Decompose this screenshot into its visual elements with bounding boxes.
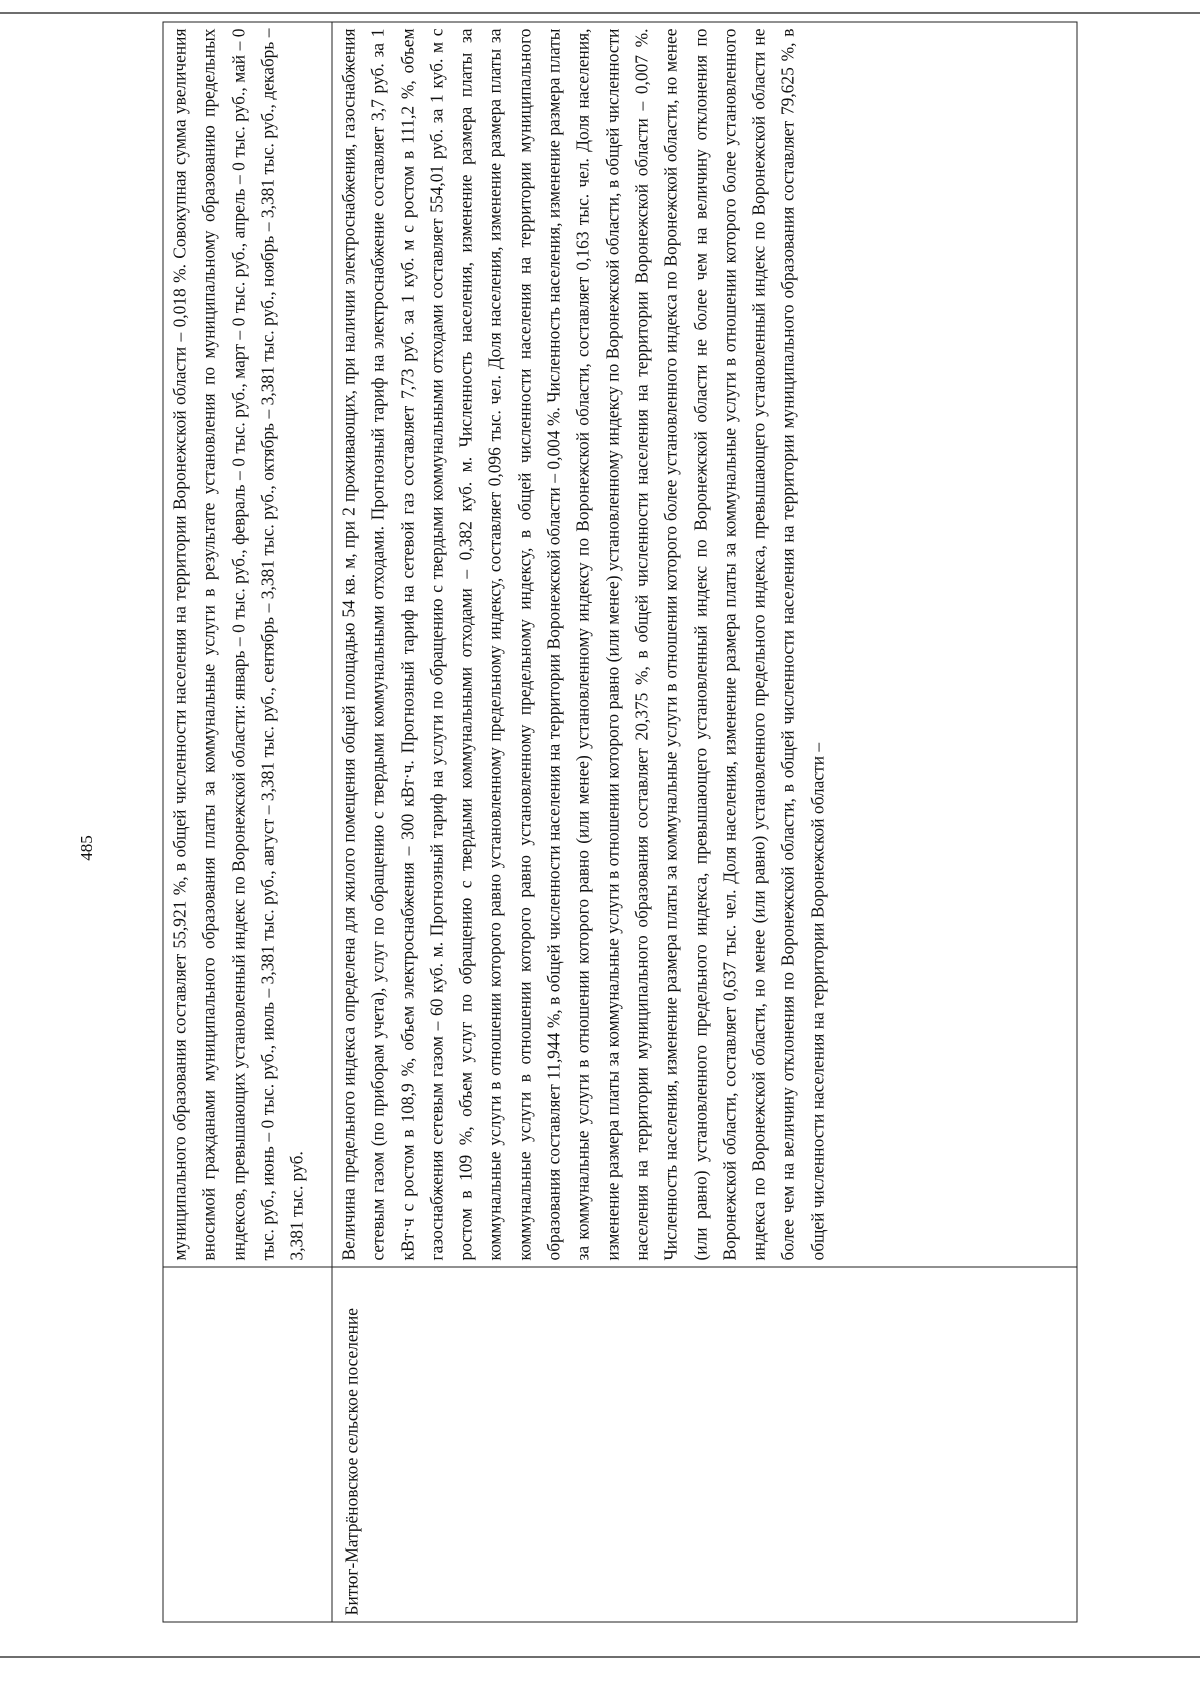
description-cell: муниципального образования составляет 55,921 %, в общей численности населения на территории Воронежской области – 0,018 %. Совокупная сумма увеличения вносимой гражданами муниципального образования платы за коммунальные услуги в результате установления по муниципальному образованию предельных индексов, превышающих установленный индекс по Воронежской области: январь – 0 тыс. руб., февраль – 0 тыс. руб., март – 0 тыс. руб., апрель – 0 тыс. руб., май – 0 тыс. руб., июнь – 0 тыс. руб., июль – 3,381 тыс. руб., август – 3,381 тыс. руб., сентябрь – 3,381 тыс. руб., октябрь – 3,381 тыс. руб., ноябрь – 3,381 тыс. руб., декабрь – 3,381 тыс. руб. xyxy=(163,22,332,1267)
rotated-table-container xyxy=(163,22,1078,1622)
table-row xyxy=(163,22,332,1622)
page-number-text: 485 xyxy=(77,835,96,861)
settlement-name-cell xyxy=(163,1267,332,1622)
page-number xyxy=(72,828,102,868)
scan-edge-line-top xyxy=(0,12,1200,14)
scan-edge-line-bottom xyxy=(0,1656,1200,1658)
data-table xyxy=(163,21,1078,1622)
description-cell: Величина предельного индекса определена для жилого помещения общей площадью 54 кв. м, при 2 проживающих, при наличии электроснабжения, газоснабжения сетевым газом (по приборам учета), услуг по обращению с твердыми коммунальными отходами. Прогнозный тариф на электроснабжение составляет 3,7 руб. за 1 кВт·ч с ростом в 108,9 %, объем электроснабжения – 300 кВт·ч. Прогнозный тариф на сетевой газ составляет 7,73 руб. за 1 куб. м с ростом в 111,2 %, объем газоснабжения сетевым газом – 60 куб. м. Прогнозный тариф на услуги по обращению с твердыми коммунальными отходами составляет 554,01 руб. за 1 куб. м с ростом в 109 %, объем услуг по обращению с твердыми коммунальными отходами – 0,382 куб. м. Численность населения, изменение размера платы за коммунальные услуги в отношении которого равно установленному предельному индексу, составляет 0,096 тыс. чел. Доля населения, изменение размера платы за коммунальные услуги в отношении которого равно установленному предельному индексу, в общей численности населения на территории муниципального образования составляет 11,944 %, в общей численности населения на территории Воронежской области – 0,004 %. Численность населения, изменение размера платы за коммунальные услуги в отношении которого равно (или менее) установленному индексу по Воронежской области, составляет 0,163 тыс. чел. Доля населения, изменение размера платы за коммунальные услуги в отношении которого равно (или менее) установленному индексу по Воронежской области, в общей численности населения на территории муниципального образования составляет 20,375 %, в общей численности населения на территории Воронежской области – 0,007 %. Численность населения, изменение размера платы за коммунальные услуги в отношении которого более установленного индекса по Воронежской области, но менее (или равно) установленного предельного индекса, превышающего установленный индекс по Воронежской области не более чем на величину отклонения по Воронежской области, составляет 0,637 тыс. чел. Доля населения, изменение размера платы за коммунальные услуги в отношении которого более установленного индекса по Воронежской области, но менее (или равно) установленного предельного индекса, превышающего установленный индекс по Воронежской области не более чем на величину отклонения по Воронежской области, в общей численности населения на территории муниципального образования составляет 79,625 %, в общей численности населения на территории Воронежской области – xyxy=(332,22,1077,1267)
table-row xyxy=(332,22,1077,1622)
settlement-name-cell: Битюг-Матрёновское сельское поселение xyxy=(332,1267,1077,1622)
